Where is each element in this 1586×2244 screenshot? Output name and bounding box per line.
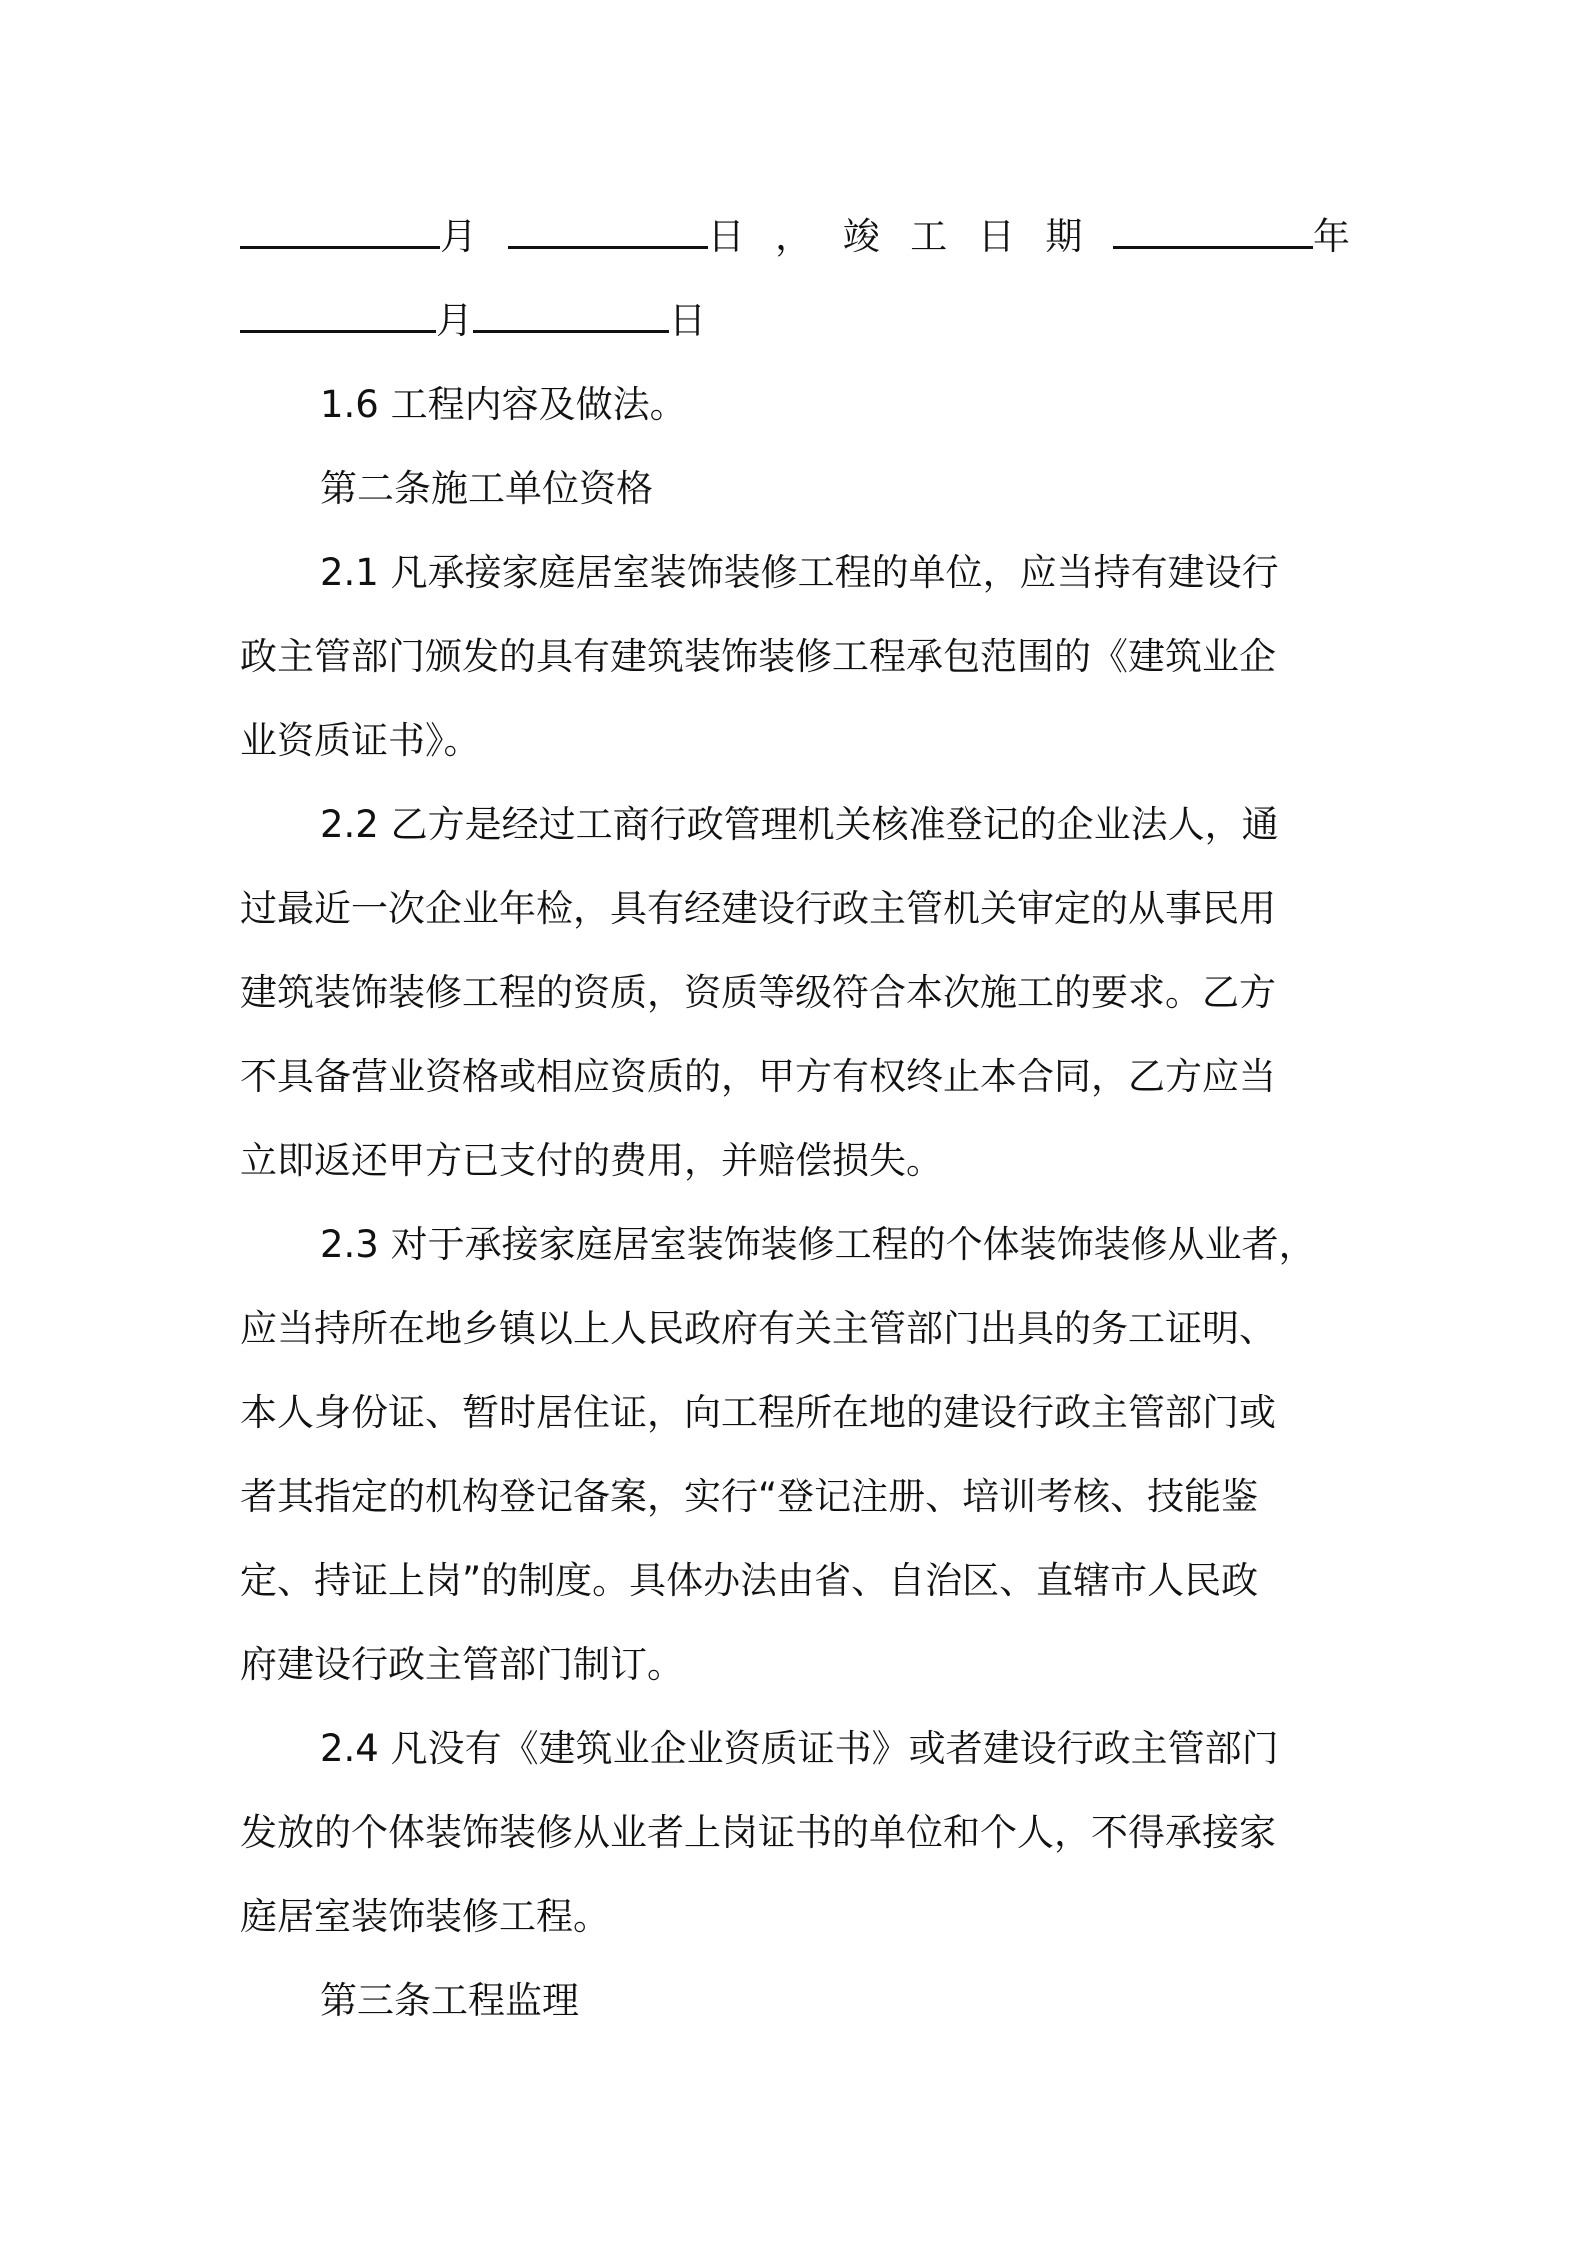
date-segment-year [1113, 195, 1350, 279]
paragraph [240, 447, 1350, 531]
paragraph [240, 1959, 1350, 2043]
day-label: 日 [707, 215, 745, 258]
text-line: 政主管部门颁发的具有建筑装饰装修工程承包范围的《建筑业企 [240, 635, 1276, 678]
date-segment-day [508, 195, 745, 279]
text-line: 不具备营业资格或相应资质的，甲方有权终止本合同，乙方应当 [240, 1055, 1276, 1098]
blank-field [508, 204, 708, 249]
completion-label-char: 期 [1045, 215, 1083, 258]
paragraph [240, 783, 1350, 1203]
paragraph [240, 1203, 1350, 1707]
text-line: 过最近一次企业年检，具有经建设行政主管机关审定的从事民用 [240, 887, 1276, 930]
text-line: 2.2 乙方是经过工商行政管理机关核准登记的企业法人，通 [320, 803, 1279, 846]
text-line: 定、持证上岗”的制度。具体办法由省、自治区、直辖市人民政 [240, 1559, 1259, 1602]
year-label: 年 [1312, 215, 1350, 258]
text-line: 第三条工程监理 [320, 1979, 579, 2022]
document-body [240, 195, 1350, 2043]
text-line: 发放的个体装饰装修从业者上岗证书的单位和个人，不得承接家 [240, 1811, 1276, 1854]
date-line-1 [240, 195, 1350, 279]
paragraph [240, 531, 1350, 783]
completion-label-char: 日 [977, 215, 1015, 258]
blank-field [240, 204, 440, 249]
text-line: 第二条施工单位资格 [320, 467, 653, 510]
text-line: 建筑装饰装修工程的资质，资质等级符合本次施工的要求。乙方 [240, 971, 1276, 1014]
date-line-2 [240, 279, 1350, 363]
month-label: 月 [440, 215, 477, 258]
date-segment-month [240, 195, 477, 279]
day-label: 日 [669, 299, 706, 342]
text-line: 者其指定的机构登记备案，实行“登记注册、培训考核、技能鉴 [240, 1475, 1259, 1518]
paragraph [240, 363, 1350, 447]
text-line: 府建设行政主管部门制订。 [240, 1643, 684, 1686]
comma: ， [775, 215, 813, 258]
blank-field [473, 288, 669, 333]
text-line: 2.1 凡承接家庭居室装饰装修工程的单位，应当持有建设行 [320, 551, 1279, 594]
paragraphs [240, 363, 1350, 2043]
text-line: 本人身份证、暂时居住证，向工程所在地的建设行政主管部门或 [240, 1391, 1276, 1434]
month-label: 月 [436, 299, 473, 342]
completion-label-char: 竣 [842, 215, 880, 258]
text-line: 2.4 凡没有《建筑业企业资质证书》或者建设行政主管部门 [320, 1727, 1279, 1770]
text-line: 2.3 对于承接家庭居室装饰装修工程的个体装饰装修从业者， [320, 1223, 1316, 1266]
text-line: 业资质证书》。 [240, 719, 481, 762]
paragraph [240, 1707, 1350, 1959]
completion-label-char: 工 [910, 215, 948, 258]
text-line: 应当持所在地乡镇以上人民政府有关主管部门出具的务工证明、 [240, 1307, 1276, 1350]
blank-field [1113, 204, 1313, 249]
blank-field [240, 288, 436, 333]
text-line: 1.6 工程内容及做法。 [320, 383, 687, 426]
text-line: 立即返还甲方已支付的费用，并赔偿损失。 [240, 1139, 943, 1182]
text-line: 庭居室装饰装修工程。 [240, 1895, 610, 1938]
